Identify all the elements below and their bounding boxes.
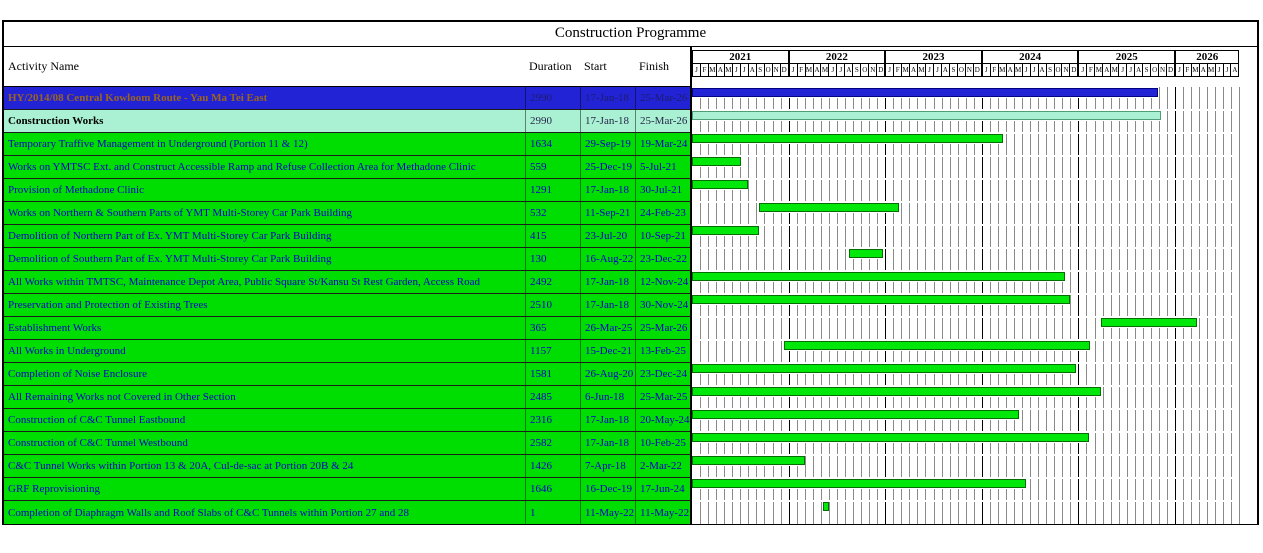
activity-finish: 19-Mar-24 — [635, 133, 690, 155]
table-row — [4, 409, 690, 432]
table-main — [4, 47, 1257, 524]
activity-name: Provision of Methadone Clinic — [8, 184, 144, 196]
table-row — [4, 340, 690, 363]
activity-duration: 1157 — [525, 340, 580, 362]
table-row — [4, 501, 690, 524]
gantt-bar — [692, 387, 1101, 396]
month-label: M — [1192, 66, 1199, 74]
month-row — [983, 64, 1078, 76]
month-row — [1176, 64, 1238, 76]
month-gridline — [1062, 87, 1063, 524]
month-label: S — [853, 64, 861, 76]
activity-start: 29-Sep-19 — [580, 133, 635, 155]
activity-start: 25-Dec-19 — [580, 156, 635, 178]
month-label: N — [1063, 66, 1069, 74]
table-row — [4, 478, 690, 501]
activity-start: 17-Jan-18 — [580, 271, 635, 293]
month-gridline — [1070, 87, 1071, 524]
table-row — [4, 156, 690, 179]
gantt-bar — [692, 364, 1076, 373]
year-block — [1078, 50, 1175, 77]
month-label: M — [725, 66, 732, 74]
activity-duration: 1291 — [525, 179, 580, 201]
activity-name: HY/2014/08 Central Kowloom Route - Yau Ma Tei East — [8, 92, 268, 104]
year-block — [982, 50, 1079, 77]
month-gridline — [942, 87, 943, 524]
gantt-bar — [692, 272, 1065, 281]
month-label: J — [886, 64, 894, 76]
month-label: M — [1095, 66, 1102, 74]
table-row — [4, 271, 690, 294]
month-label: F — [1184, 64, 1192, 76]
activity-start: 7-Apr-18 — [580, 455, 635, 477]
month-gridline — [966, 87, 967, 524]
month-gridline — [845, 87, 846, 524]
activity-start: 26-Aug-20 — [580, 363, 635, 385]
activity-duration: 559 — [525, 156, 580, 178]
programme-table — [2, 20, 1259, 525]
month-label: F — [798, 64, 806, 76]
month-label: F — [1087, 64, 1095, 76]
row-separator — [692, 178, 1239, 180]
month-gridline — [958, 87, 959, 524]
month-gridline — [1223, 87, 1224, 524]
month-label: D — [1071, 66, 1077, 74]
month-gridline — [1103, 87, 1104, 524]
month-gridline — [1127, 87, 1128, 524]
activity-finish: 23-Dec-24 — [635, 363, 690, 385]
month-label: A — [846, 66, 852, 74]
gantt-bar — [692, 433, 1089, 442]
month-gridline — [869, 87, 870, 524]
month-label: J — [733, 64, 741, 76]
month-label: M — [821, 66, 829, 74]
activity-name: All Works within TMTSC, Maintenance Depot Area, Public Square St/Kansu St Rest Garden, Access Road — [8, 276, 480, 288]
table-row — [4, 432, 690, 455]
month-gridline — [998, 87, 999, 524]
month-gridline — [1014, 87, 1015, 524]
month-label: M — [1111, 66, 1118, 74]
table-header-row — [4, 47, 690, 87]
table-row — [4, 248, 690, 271]
activity-finish: 2-Mar-22 — [635, 455, 690, 477]
activity-finish: 24-Feb-23 — [635, 202, 690, 224]
month-label: A — [717, 66, 723, 74]
month-label: D — [781, 66, 787, 74]
year-label: 2023 — [886, 51, 981, 64]
activity-start: 6-Jun-18 — [580, 386, 635, 408]
month-gridline — [934, 87, 935, 524]
month-gridline — [1231, 87, 1232, 524]
year-block — [692, 50, 789, 77]
month-gridline — [1167, 87, 1168, 524]
activity-duration: 2510 — [525, 294, 580, 316]
month-label: S — [757, 64, 765, 76]
month-gridline — [990, 87, 991, 524]
gantt-pane — [692, 47, 1257, 524]
activity-table — [4, 47, 692, 524]
month-gridline — [1030, 87, 1031, 524]
month-gridline — [1086, 87, 1087, 524]
month-gridline — [821, 87, 822, 524]
table-row — [4, 133, 690, 156]
activity-duration: 2990 — [525, 110, 580, 132]
page-title: Construction Programme — [4, 22, 1257, 47]
activity-duration: 1 — [525, 501, 580, 524]
row-separator — [692, 247, 1239, 249]
month-label: O — [862, 66, 868, 74]
month-label: A — [814, 66, 820, 74]
month-gridline — [837, 87, 838, 524]
month-gridline — [1191, 87, 1192, 524]
activity-start: 17-Jan-18 — [580, 110, 635, 132]
month-label: D — [1168, 66, 1174, 74]
month-gridline — [917, 87, 918, 524]
month-gridline — [925, 87, 926, 524]
activity-finish: 13-Feb-25 — [635, 340, 690, 362]
month-label: J — [693, 64, 701, 76]
activity-name: Construction Works — [8, 115, 104, 127]
activity-start: 17-Jan-18 — [580, 294, 635, 316]
activity-duration: 1634 — [525, 133, 580, 155]
gantt-bar — [692, 180, 748, 189]
month-gridline — [1046, 87, 1047, 524]
month-label: A — [942, 66, 948, 74]
table-row — [4, 363, 690, 386]
month-label: S — [950, 64, 958, 76]
activity-name: Construction of C&C Tunnel Eastbound — [8, 414, 186, 426]
activity-duration: 2582 — [525, 432, 580, 454]
timeline-header — [692, 47, 1257, 87]
activity-name: All Works in Underground — [8, 345, 126, 357]
activity-finish: 10-Feb-25 — [635, 432, 690, 454]
month-label: O — [1055, 66, 1061, 74]
activity-name: Construction of C&C Tunnel Westbound — [8, 437, 188, 449]
month-label: M — [902, 66, 909, 74]
column-header-finish: Finish — [639, 59, 670, 73]
gantt-bar — [692, 456, 805, 465]
month-label: F — [701, 64, 709, 76]
activity-start: 17-Jan-18 — [580, 87, 635, 109]
activity-finish: 30-Jul-21 — [635, 179, 690, 201]
month-label: M — [999, 66, 1006, 74]
activity-start: 17-Jan-18 — [580, 432, 635, 454]
activity-start: 17-Jan-18 — [580, 179, 635, 201]
activity-name: Preservation and Protection of Existing Trees — [8, 299, 208, 311]
gantt-bar — [849, 249, 883, 258]
activity-finish: 11-May-22 — [635, 501, 690, 524]
year-gridline — [1078, 87, 1079, 524]
activity-start: 16-Dec-19 — [580, 478, 635, 500]
month-label: A — [1136, 66, 1142, 74]
gantt-bar — [692, 295, 1070, 304]
table-row — [4, 110, 690, 133]
activity-duration: 1581 — [525, 363, 580, 385]
activity-finish: 25-Mar-25 — [635, 386, 690, 408]
month-label: A — [1039, 66, 1045, 74]
month-gridline — [1054, 87, 1055, 524]
month-gridline — [1038, 87, 1039, 524]
month-gridline — [1111, 87, 1112, 524]
activity-finish: 25-Mar-26 — [635, 87, 690, 109]
activity-start: 11-May-22 — [580, 501, 635, 524]
month-label: J — [934, 64, 942, 76]
activity-name: Works on Northern & Southern Parts of YMT Multi-Storey Car Park Building — [8, 207, 353, 219]
column-header-duration: Duration — [529, 59, 572, 73]
month-row — [790, 64, 885, 76]
table-row — [4, 179, 690, 202]
month-label: J — [983, 64, 991, 76]
month-gridline — [1159, 87, 1160, 524]
month-gridline — [1006, 87, 1007, 524]
gantt-bar — [692, 88, 1158, 97]
gantt-bar — [692, 479, 1026, 488]
activity-start: 11-Sep-21 — [580, 202, 635, 224]
month-label: F — [991, 64, 999, 76]
activity-duration: 365 — [525, 317, 580, 339]
activity-finish: 30-Nov-24 — [635, 294, 690, 316]
activity-start: 16-Aug-22 — [580, 248, 635, 270]
gantt-bar — [1101, 318, 1197, 327]
activity-duration: 532 — [525, 202, 580, 224]
activity-name: Establishment Works — [8, 322, 102, 334]
month-gridline — [1151, 87, 1152, 524]
month-label: F — [894, 64, 902, 76]
year-gridline — [982, 87, 983, 524]
month-label: J — [1127, 64, 1135, 76]
table-row — [4, 386, 690, 409]
month-label: J — [837, 64, 845, 76]
month-gridline — [1215, 87, 1216, 524]
month-label: J — [1023, 64, 1031, 76]
month-label: J — [790, 64, 798, 76]
month-label: M — [1208, 66, 1215, 74]
activity-finish: 23-Dec-22 — [635, 248, 690, 270]
month-gridline — [974, 87, 975, 524]
month-gridline — [1183, 87, 1184, 524]
month-gridline — [1135, 87, 1136, 524]
column-header-activity: Activity Name — [8, 59, 79, 73]
activity-name: Demolition of Southern Part of Ex. YMT Multi-Storey Car Park Building — [8, 253, 332, 265]
activity-finish: 25-Mar-26 — [635, 110, 690, 132]
activity-name: Completion of Diaphragm Walls and Roof Slabs of C&C Tunnels within Portion 27 and 28 — [8, 506, 410, 519]
activity-start: 26-Mar-25 — [580, 317, 635, 339]
month-gridline — [829, 87, 830, 524]
month-label: A — [1007, 66, 1013, 74]
month-label: J — [741, 64, 749, 76]
month-row — [886, 64, 981, 76]
activity-duration: 130 — [525, 248, 580, 270]
activity-name: C&C Tunnel Works within Portion 13 & 20A, Cul-de-sac at Portion 20B & 24 — [8, 460, 354, 472]
year-gridline — [1175, 87, 1176, 524]
table-row — [4, 294, 690, 317]
activity-start: 17-Jan-18 — [580, 409, 635, 431]
month-label: J — [926, 64, 934, 76]
month-row — [1079, 64, 1174, 76]
activity-name: All Remaining Works not Covered in Other Section — [8, 391, 236, 403]
row-separator — [692, 155, 1239, 157]
gantt-bar — [823, 502, 828, 511]
month-gridline — [1143, 87, 1144, 524]
table-row — [4, 317, 690, 340]
gantt-bar — [759, 203, 899, 212]
column-header-start: Start — [584, 59, 607, 73]
activity-start: 23-Jul-20 — [580, 225, 635, 247]
month-label: J — [1119, 64, 1127, 76]
year-block — [885, 50, 982, 77]
gantt-bar — [692, 157, 741, 166]
year-block — [789, 50, 886, 77]
activity-duration: 1646 — [525, 478, 580, 500]
table-row — [4, 455, 690, 478]
activity-duration: 2990 — [525, 87, 580, 109]
month-label: J — [1031, 64, 1039, 76]
month-gridline — [909, 87, 910, 524]
month-label: J — [1176, 64, 1184, 76]
month-gridline — [901, 87, 902, 524]
activity-name: Temporary Traffive Management in Underground (Portion 11 & 12) — [8, 138, 308, 150]
activity-duration: 415 — [525, 225, 580, 247]
month-gridline — [853, 87, 854, 524]
month-gridline — [861, 87, 862, 524]
month-gridline — [893, 87, 894, 524]
row-separator — [692, 500, 1239, 502]
month-label: J — [1224, 64, 1232, 76]
month-label: N — [966, 66, 972, 74]
activity-name: Works on YMTSC Ext. and Construct Accessible Ramp and Refuse Collection Area for Methadone Clinic — [8, 161, 476, 173]
month-label: A — [911, 66, 917, 74]
month-label: M — [918, 66, 925, 74]
activity-name: Completion of Noise Enclosure — [8, 368, 148, 380]
month-label: N — [1160, 66, 1166, 74]
activity-finish: 10-Sep-21 — [635, 225, 690, 247]
month-label: N — [773, 66, 779, 74]
month-label: O — [958, 66, 964, 74]
month-label: O — [765, 66, 771, 74]
month-gridline — [1119, 87, 1120, 524]
month-label: S — [1143, 64, 1151, 76]
activity-start: 15-Dec-21 — [580, 340, 635, 362]
month-label: M — [709, 66, 716, 74]
year-label: 2024 — [983, 51, 1078, 64]
month-gridline — [1022, 87, 1023, 524]
activity-duration: 2485 — [525, 386, 580, 408]
month-label: M — [1015, 66, 1022, 74]
year-label: 2021 — [693, 51, 788, 64]
year-label: 2026 — [1176, 51, 1238, 64]
activity-finish: 25-Mar-26 — [635, 317, 690, 339]
activity-duration: 2492 — [525, 271, 580, 293]
row-separator — [692, 224, 1239, 226]
table-row — [4, 225, 690, 248]
month-gridline — [1199, 87, 1200, 524]
year-block — [1175, 50, 1239, 77]
month-label: J — [829, 64, 837, 76]
month-label: S — [1047, 64, 1055, 76]
gantt-bar — [784, 341, 1090, 350]
month-gridline — [813, 87, 814, 524]
month-gridline — [1239, 87, 1240, 524]
table-row — [4, 87, 690, 110]
gantt-bar — [692, 111, 1161, 120]
activity-duration: 2316 — [525, 409, 580, 431]
month-label: A — [1232, 66, 1238, 74]
activity-finish: 12-Nov-24 — [635, 271, 690, 293]
month-label: O — [1152, 66, 1158, 74]
activity-table-body — [4, 87, 690, 524]
month-label: A — [749, 66, 755, 74]
month-gridline — [1207, 87, 1208, 524]
activity-finish: 20-May-24 — [635, 409, 690, 431]
month-gridline — [877, 87, 878, 524]
activity-name: Demolition of Northern Part of Ex. YMT Multi-Storey Car Park Building — [8, 230, 332, 242]
month-label: D — [974, 66, 980, 74]
month-gridline — [1095, 87, 1096, 524]
month-label: D — [878, 66, 884, 74]
month-label: N — [870, 66, 876, 74]
month-row — [693, 64, 788, 76]
month-label: A — [1200, 66, 1206, 74]
month-label: J — [1079, 64, 1087, 76]
gantt-bar — [692, 410, 1019, 419]
month-label: M — [805, 66, 813, 74]
activity-finish: 5-Jul-21 — [635, 156, 690, 178]
gantt-bar — [692, 134, 1003, 143]
table-row — [4, 202, 690, 225]
month-label: A — [1104, 66, 1110, 74]
activity-duration: 1426 — [525, 455, 580, 477]
year-gridline — [885, 87, 886, 524]
activity-finish: 17-Jun-24 — [635, 478, 690, 500]
activity-name: GRF Reprovisioning — [8, 483, 100, 495]
gantt-bar — [692, 226, 759, 235]
month-label: J — [1216, 64, 1224, 76]
gantt-chart-area — [692, 87, 1257, 524]
month-gridline — [950, 87, 951, 524]
year-label: 2022 — [790, 51, 885, 64]
year-label: 2025 — [1079, 51, 1174, 64]
